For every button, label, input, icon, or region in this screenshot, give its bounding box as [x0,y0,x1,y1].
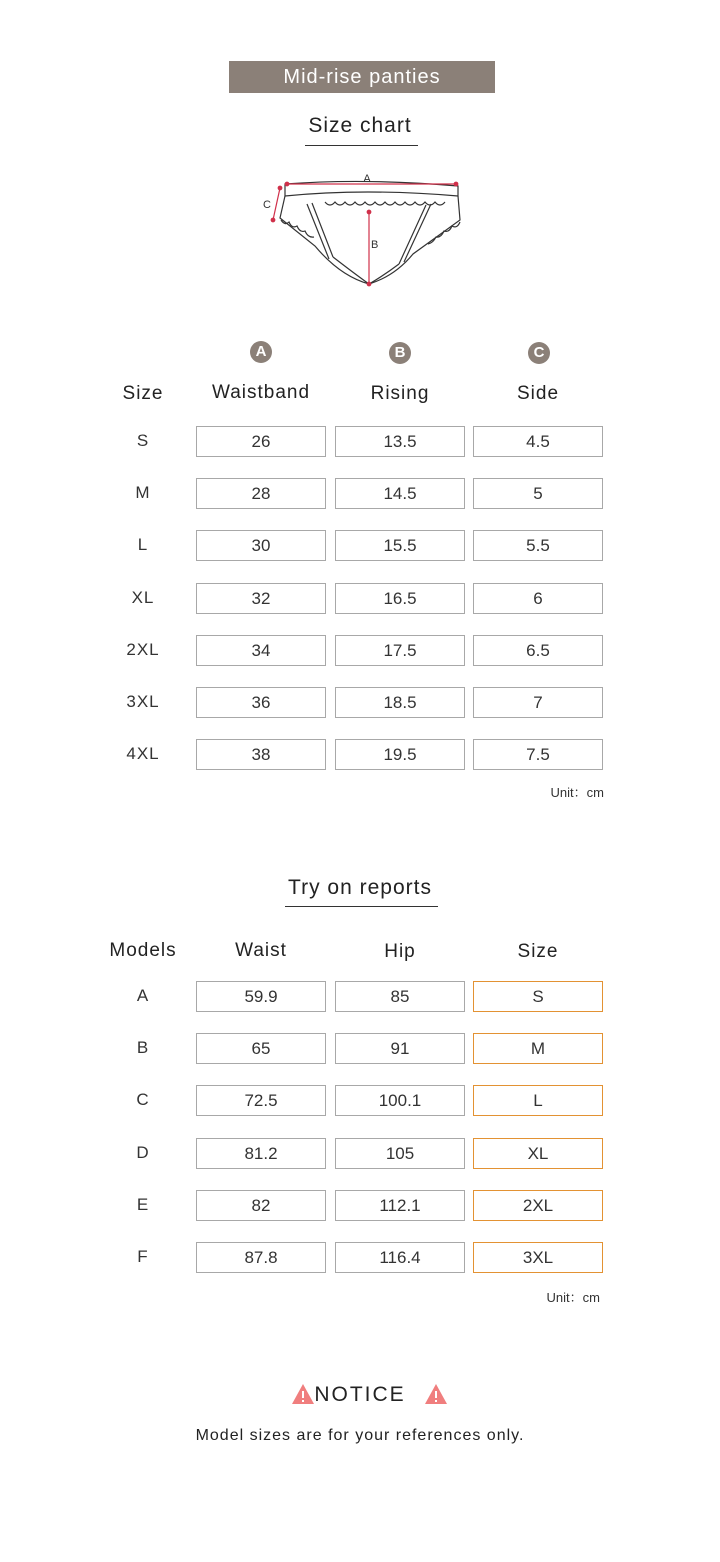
right-leg-lace [428,222,460,244]
try-on-cell: 112.1 [335,1190,465,1221]
try-on-cell: 2XL [473,1190,603,1221]
notice-title: NOTICE [314,1383,406,1406]
try-on-title: Try on reports [288,876,432,899]
lace-edge [325,202,445,205]
product-banner: Mid-rise panties [229,61,495,93]
try-on-cell: 81.2 [196,1138,326,1169]
try-on-row-label: C [136,1090,150,1110]
size-chart-row-label: XL [131,587,155,607]
try-on-cell: M [473,1033,603,1064]
body-outline [280,196,460,284]
try-on-cell: 100.1 [335,1085,465,1116]
try-on-cell: 82 [196,1190,326,1221]
try-on-cell: 87.8 [196,1242,326,1273]
try-on-cell: XL [473,1138,603,1169]
waist-column-header: Waist [235,940,287,961]
models-column-header: Models [109,940,177,961]
try-on-cell: 72.5 [196,1085,326,1116]
try-on-cell: 3XL [473,1242,603,1273]
try-on-row-label: B [136,1038,150,1058]
size-chart-cell: 6 [473,583,603,614]
size-chart-cell: 6.5 [473,635,603,666]
size-chart-cell: 28 [196,478,326,509]
size-chart-cell: 4.5 [473,426,603,457]
side-column-header: Side [516,383,560,404]
diagram-label-c: C [263,199,271,211]
size-chart-cell: 38 [196,739,326,770]
try-on-cell: S [473,981,603,1012]
size-chart-cell: 26 [196,426,326,457]
size-chart-cell: 19.5 [335,739,465,770]
badge-b-icon: B [389,342,411,364]
size-chart-cell: 32 [196,583,326,614]
size-chart-title-underline [305,145,418,146]
badge-c-icon: C [528,342,550,364]
size-chart-cell: 18.5 [335,687,465,718]
size-chart-cell: 7 [473,687,603,718]
size-column-header: Size [122,383,164,404]
try-on-cell: 85 [335,981,465,1012]
try-on-cell: 105 [335,1138,465,1169]
size-chart-cell: 5.5 [473,530,603,561]
measure-line-c [273,188,280,220]
waistband-column-header: Waistband [211,382,311,403]
size-chart-cell: 5 [473,478,603,509]
try-on-unit: Unit：cm [546,1290,600,1305]
size-chart-cell: 7.5 [473,739,603,770]
try-on-row-label: F [137,1247,149,1266]
panties-measurement-diagram [255,166,470,291]
size-chart-title: Size chart [308,114,412,137]
size-chart-row-label: 2XL [126,639,160,659]
badge-a-icon: A [250,341,272,363]
size-chart-row-label: M [135,483,151,503]
size-chart-cell: 17.5 [335,635,465,666]
size-chart-row-label: L [137,535,149,555]
try-on-row-label: E [136,1194,150,1214]
try-on-title-underline [285,906,438,907]
left-panel-line [307,204,329,259]
size-chart-row-label: 4XL [126,744,160,764]
diagram-label-a: A [363,173,371,185]
size-chart-cell: 14.5 [335,478,465,509]
size-chart-row-label: 3XL [126,692,160,711]
notice-text: Model sizes are for your references only. [195,1427,525,1444]
size-chart-cell: 36 [196,687,326,718]
diagram-label-b: B [371,239,379,251]
warning-right-icon [424,1383,448,1405]
try-on-cell: L [473,1085,603,1116]
size-chart-cell: 16.5 [335,583,465,614]
hip-column-header: Hip [384,941,416,962]
size-chart-cell: 13.5 [335,426,465,457]
size-chart-cell: 30 [196,530,326,561]
try-on-cell: 65 [196,1033,326,1064]
size-chart-unit: Unit：cm [550,785,604,800]
try-on-row-label: A [136,986,150,1005]
try-on-cell: 116.4 [335,1242,465,1273]
try-on-row-label: D [136,1142,150,1162]
size-chart-cell: 15.5 [335,530,465,561]
size-result-column-header: Size [517,941,559,962]
size-chart-cell: 34 [196,635,326,666]
right-panel-line [404,204,431,262]
rising-column-header: Rising [370,383,430,404]
size-chart-row-label: S [136,431,150,450]
try-on-cell: 59.9 [196,981,326,1012]
try-on-cell: 91 [335,1033,465,1064]
